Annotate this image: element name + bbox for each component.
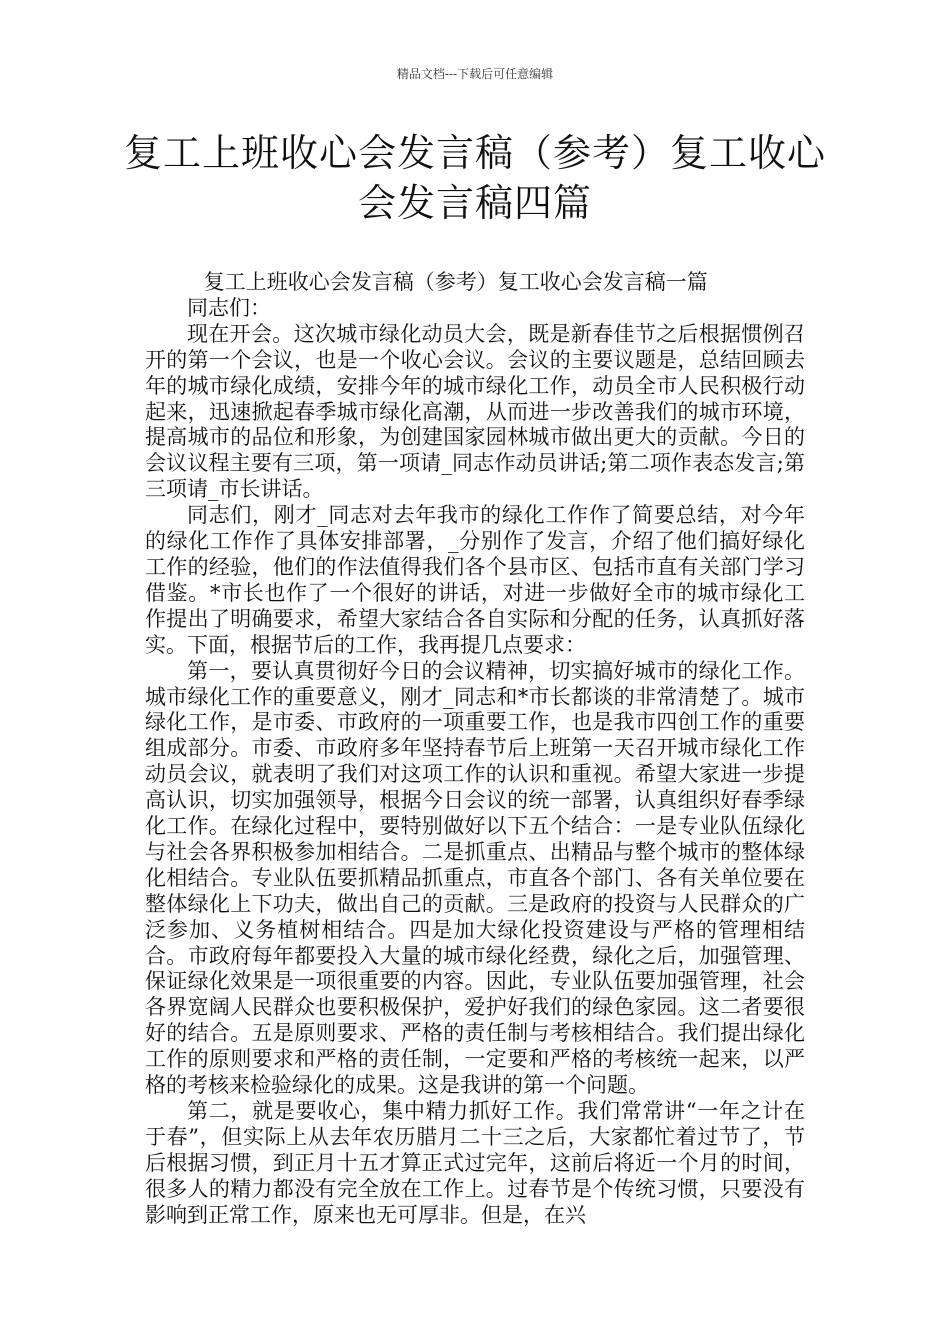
document-subtitle: 复工上班收心会发言稿（参考）复工收心会发言稿一篇 — [203, 270, 708, 294]
paragraph-3: 第一，要认真贯彻好今日的会议精神，切实搞好城市的绿化工作。城市绿化工作的重要意义，刚才_同志和*市长都谈的非常清楚了。城市绿化工作，是市委、市政府的一项重要工作，也是我市四创工作的重要组成部分。市委、市政府多年坚持春节后上班第一天召开城市绿化工作动员会议，就表明了我们对这项工作的认识和重视。希望大家进一步提高认识，切实加强领导，根据今日会议的统一部署，认真组织好春季绿化工作。在绿化过程中，要特别做好以下五个结合：一是专业队伍绿化与社会各界积极参加相结合。二是抓重点、出精品与整个城市的整体绿化相结合。专业队伍要抓精品抓重点，市直各个部门、各有关单位要在整体绿化上下功夫，做出自己的贡献。三是政府的投资与人民群众的广泛参加、义务植树相结合。四是加大绿化投资建设与严格的管理相结合。市政府每年都要投入大量的城市绿化经费，绿化之后，加强管理、保证绿化效果是一项很重要的内容。因此，专业队伍要加强管理，社会各界宽阔人民群众也要积极保护，爱护好我们的绿色家园。这二者要很好的结合。五是原则要求、严格的责任制与考核相结合。我们提出绿化工作的原则要求和严格的责任制，一定要和严格的考核统一起来，以严格的考核来检验绿化的成果。这是我讲的第一个问题。 — [145, 658, 805, 1098]
salutation: 同志们： — [187, 295, 271, 320]
header-note: 精品文档---下载后可任意编辑 — [396, 67, 554, 81]
paragraph-1: 现在开会。这次城市绿化动员大会，既是新春佳节之后根据惯例召开的第一个会议，也是一个收心会议。会议的主要议题是，总结回顾去年的城市绿化成绩，安排今年的城市绿化工作，动员全市人民积极行动起来，迅速掀起春季城市绿化高潮，从而进一步改善我们的城市环境，提高城市的品位和形象，为创建国家园林城市做出更大的贡献。今日的会议议程主要有三项，第一项请_同志作动员讲话;第二项作表态发言;第三项请_市长讲话。 — [145, 321, 805, 502]
document-title: 复工上班收心会发言稿（参考）复工收心会发言稿四篇 — [123, 131, 826, 225]
paragraph-4: 第二，就是要收心，集中精力抓好工作。我们常常讲“一年之计在于春”，但实际上从去年农历腊月二十三之后，大家都忙着过节了，节后根据习惯，到正月十五才算正式过完年，这前后将近一个月的时间，很多人的精力都没有完全放在工作上。过春节是个传统习惯，只要没有影响到正常工作，原来也无可厚非。但是，在兴 — [145, 1099, 805, 1227]
paragraph-2: 同志们，刚才_同志对去年我市的绿化工作作了简要总结，对今年的绿化工作作了具体安排部署，_分别作了发言，介绍了他们搞好绿化工作的经验，他们的作法值得我们各个县市区、包括市直有关部门学习借鉴。*市长也作了一个很好的讲话，对进一步做好全市的城市绿化工作提出了明确要求，希望大家结合各自实际和分配的任务，认真抓好落实。下面，根据节后的工作，我再提几点要求： — [145, 503, 805, 657]
document-body — [145, 270, 805, 1229]
